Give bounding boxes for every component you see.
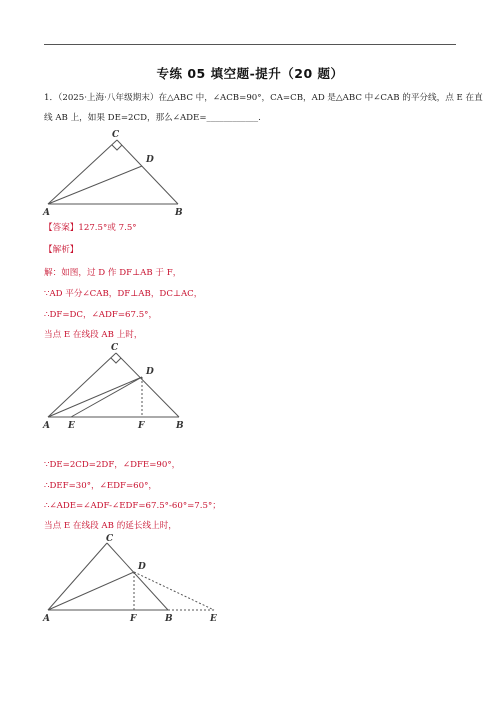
question-text-line-2: 线 AB 上，如果 DE=2CD，那么∠ADE=____________. [44, 113, 261, 123]
label-c: C [112, 130, 120, 140]
page-title: 专练 05 填空题-提升（20 题） [156, 66, 344, 81]
label-b: B [165, 614, 173, 624]
segment-ad [48, 572, 134, 610]
label-e: E [68, 421, 75, 431]
segment-cb [116, 353, 179, 417]
label-d: D [146, 367, 154, 377]
label-a: A [43, 421, 50, 431]
label-f: F [138, 421, 145, 431]
label-c: C [111, 343, 119, 353]
answer-line [44, 221, 137, 233]
question-text-line-1: 1．（2025·上海·八年级期末）在△ABC 中，∠ACB=90°，CA=CB，AD 是△ABC 中∠CAB 的平分线，点 E 在直 [44, 93, 483, 103]
figure-1 [40, 128, 190, 218]
label-e: E [210, 614, 217, 624]
segment-ac [48, 353, 116, 417]
analysis-line-1: 解：如图，过 D 作 DF⊥AB 于 F， [44, 268, 182, 278]
label-b: B [176, 421, 184, 431]
analysis-line-4: 当点 E 在线段 AB 上时， [44, 330, 143, 340]
segment-ed [71, 377, 142, 417]
figure-3 [40, 531, 230, 626]
label-b: B [175, 208, 183, 218]
answer-label: 【答案】 [44, 223, 79, 233]
label-c: C [106, 534, 114, 544]
analysis-line-6: ∴DEF=30°，∠EDF=60°， [44, 481, 157, 491]
label-d: D [146, 155, 154, 165]
label-f: F [130, 614, 137, 624]
segment-de-dashed [134, 572, 214, 610]
label-d: D [138, 562, 146, 572]
figure-2 [40, 340, 190, 432]
segment-ad [48, 166, 142, 204]
segment-ac [48, 543, 107, 610]
right-angle-mark [111, 358, 121, 363]
segment-ad [48, 377, 142, 417]
analysis-line-8: 当点 E 在线段 AB 的延长线上时， [44, 521, 177, 531]
label-a: A [43, 208, 50, 218]
segment-cb [107, 543, 168, 610]
analysis-line-2: ∵AD 平分∠CAB，DF⊥AB，DC⊥AC， [44, 289, 203, 299]
header-rule [44, 44, 456, 45]
label-a: A [43, 614, 50, 624]
answer-value: 127.5°或 7.5° [78, 223, 137, 233]
analysis-label: 【解析】 [44, 245, 79, 255]
analysis-line-3: ∴DF=DC，∠ADF=67.5°， [44, 310, 158, 320]
segment-ac [48, 140, 117, 204]
analysis-line-5: ∵DE=2CD=2DF，∠DFE=90°， [44, 460, 181, 470]
analysis-line-7: ∴∠ADE=∠ADF-∠EDF=67.5°-60°=7.5°； [44, 501, 221, 511]
right-angle-mark [112, 145, 122, 150]
